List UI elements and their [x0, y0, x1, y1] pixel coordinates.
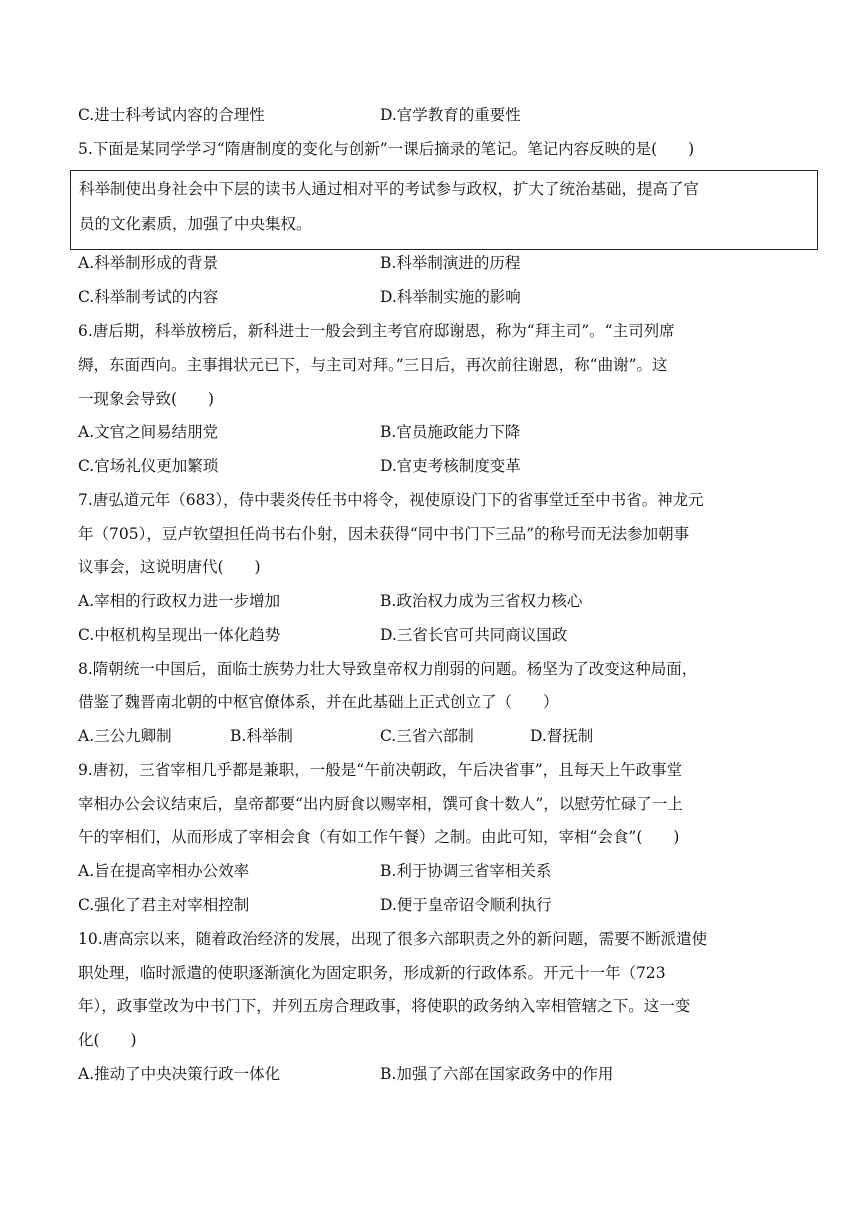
- q8-option-d: D.督抚制: [530, 727, 594, 745]
- q10-option-a: A.推动了中央决策行政一体化: [78, 1065, 281, 1083]
- q10-stem-line-3: 年），政事堂改为中书门下，并列五房合理政事，将使职的政务纳入宰相管辖之下。这一变: [78, 997, 691, 1015]
- q5-notes-line-1: 科举制使出身社会中下层的读书人通过相对平的考试参与政权，扩大了统治基础，提高了官: [79, 180, 700, 198]
- q7-stem-line-3: 议事会，这说明唐代( ): [78, 558, 261, 576]
- q6-stem-line-1: 6.唐后期，科举放榜后，新科进士一般会到主考官府邸谢恩，称为“拜主司”。“主司列席: [78, 322, 675, 340]
- q7-option-b: B.政治权力成为三省权力核心: [380, 592, 583, 610]
- q8-stem-line-1: 8.隋朝统一中国后，面临士族势力壮大导致皇帝权力削弱的问题。杨坚为了改变这种局面，: [78, 660, 698, 678]
- q9-option-b: B.利于协调三省宰相关系: [380, 862, 552, 880]
- q5-notes-box: [70, 170, 818, 250]
- q9-stem-line-1: 9.唐初，三省宰相几乎都是兼职，一般是“午前决朝政，午后决省事”，且每天上午政事堂: [78, 761, 683, 779]
- q6-option-b: B.官员施政能力下降: [380, 423, 521, 441]
- q10-stem-line-1: 10.唐高宗以来，随着政治经济的发展，出现了很多六部职责之外的新问题，需要不断派遣使: [78, 930, 708, 948]
- q9-option-d: D.便于皇帝诏令顺利执行: [380, 896, 552, 914]
- q6-stem-line-2: 缛，东面西向。主事揖状元已下，与主司对拜。”三日后，再次前往谢恩，称“曲谢”。这: [78, 356, 668, 374]
- q4-option-d: D.官学教育的重要性: [380, 106, 521, 124]
- q9-option-a: A.旨在提高宰相办公效率: [78, 862, 250, 880]
- q10-option-b: B.加强了六部在国家政务中的作用: [380, 1065, 614, 1083]
- q6-option-d: D.官吏考核制度变革: [380, 457, 521, 475]
- q7-option-c: C.中枢机构呈现出一体化趋势: [78, 626, 281, 644]
- q5-option-d: D.科举制实施的影响: [380, 288, 521, 306]
- q9-stem-line-3: 午的宰相们，从而形成了宰相会食（有如工作午餐）之制。由此可知，宰相“会食”( ): [78, 828, 680, 846]
- q8-option-c: C.三省六部制: [380, 727, 474, 745]
- q9-stem-line-2: 宰相办公会议结束后，皇帝都要“出内厨食以赐宰相，馔可食十数人”，以慰劳忙碌了一上: [78, 795, 683, 813]
- q5-notes-line-2: 员的文化素质，加强了中央集权。: [79, 215, 312, 233]
- q6-option-a: A.文官之间易结朋党: [78, 423, 219, 441]
- q10-stem-line-4: 化( ): [78, 1031, 137, 1049]
- q9-option-c: C.强化了君主对宰相控制: [78, 896, 250, 914]
- q5-stem: 5.下面是某同学学习“隋唐制度的变化与创新”一课后摘录的笔记。笔记内容反映的是( ): [78, 140, 695, 158]
- q7-option-a: A.宰相的行政权力进一步增加: [78, 592, 281, 610]
- q6-option-c: C.官场礼仪更加繁琐: [78, 457, 219, 475]
- q5-option-a: A.科举制形成的背景: [78, 254, 219, 272]
- q8-option-a: A.三公九卿制: [78, 727, 172, 745]
- q4-option-c: C.进士科考试内容的合理性: [78, 106, 265, 124]
- q6-stem-line-3: 一现象会导致( ): [78, 390, 215, 408]
- q8-stem-line-2: 借鉴了魏晋南北朝的中枢官僚体系，并在此基础上正式创立了（ ）: [78, 693, 559, 711]
- q7-option-d: D.三省长官可共同商议国政: [380, 626, 568, 644]
- q10-stem-line-2: 职处理，临时派遣的使职逐渐演化为固定职务，形成新的行政体系。开元十一年（723: [78, 964, 666, 982]
- q8-option-b: B.科举制: [230, 727, 293, 745]
- q7-stem-line-1: 7.唐弘道元年（683），侍中裴炎传任书中将令，视使原设门下的省事堂迁至中书省。神龙元: [78, 491, 704, 509]
- q5-option-c: C.科举制考试的内容: [78, 288, 219, 306]
- q7-stem-line-2: 年（705），豆卢钦望担任尚书右仆射，因未获得“同中书门下三品”的称号而无法参加朝事: [78, 525, 690, 543]
- q5-option-b: B.科举制演进的历程: [380, 254, 521, 272]
